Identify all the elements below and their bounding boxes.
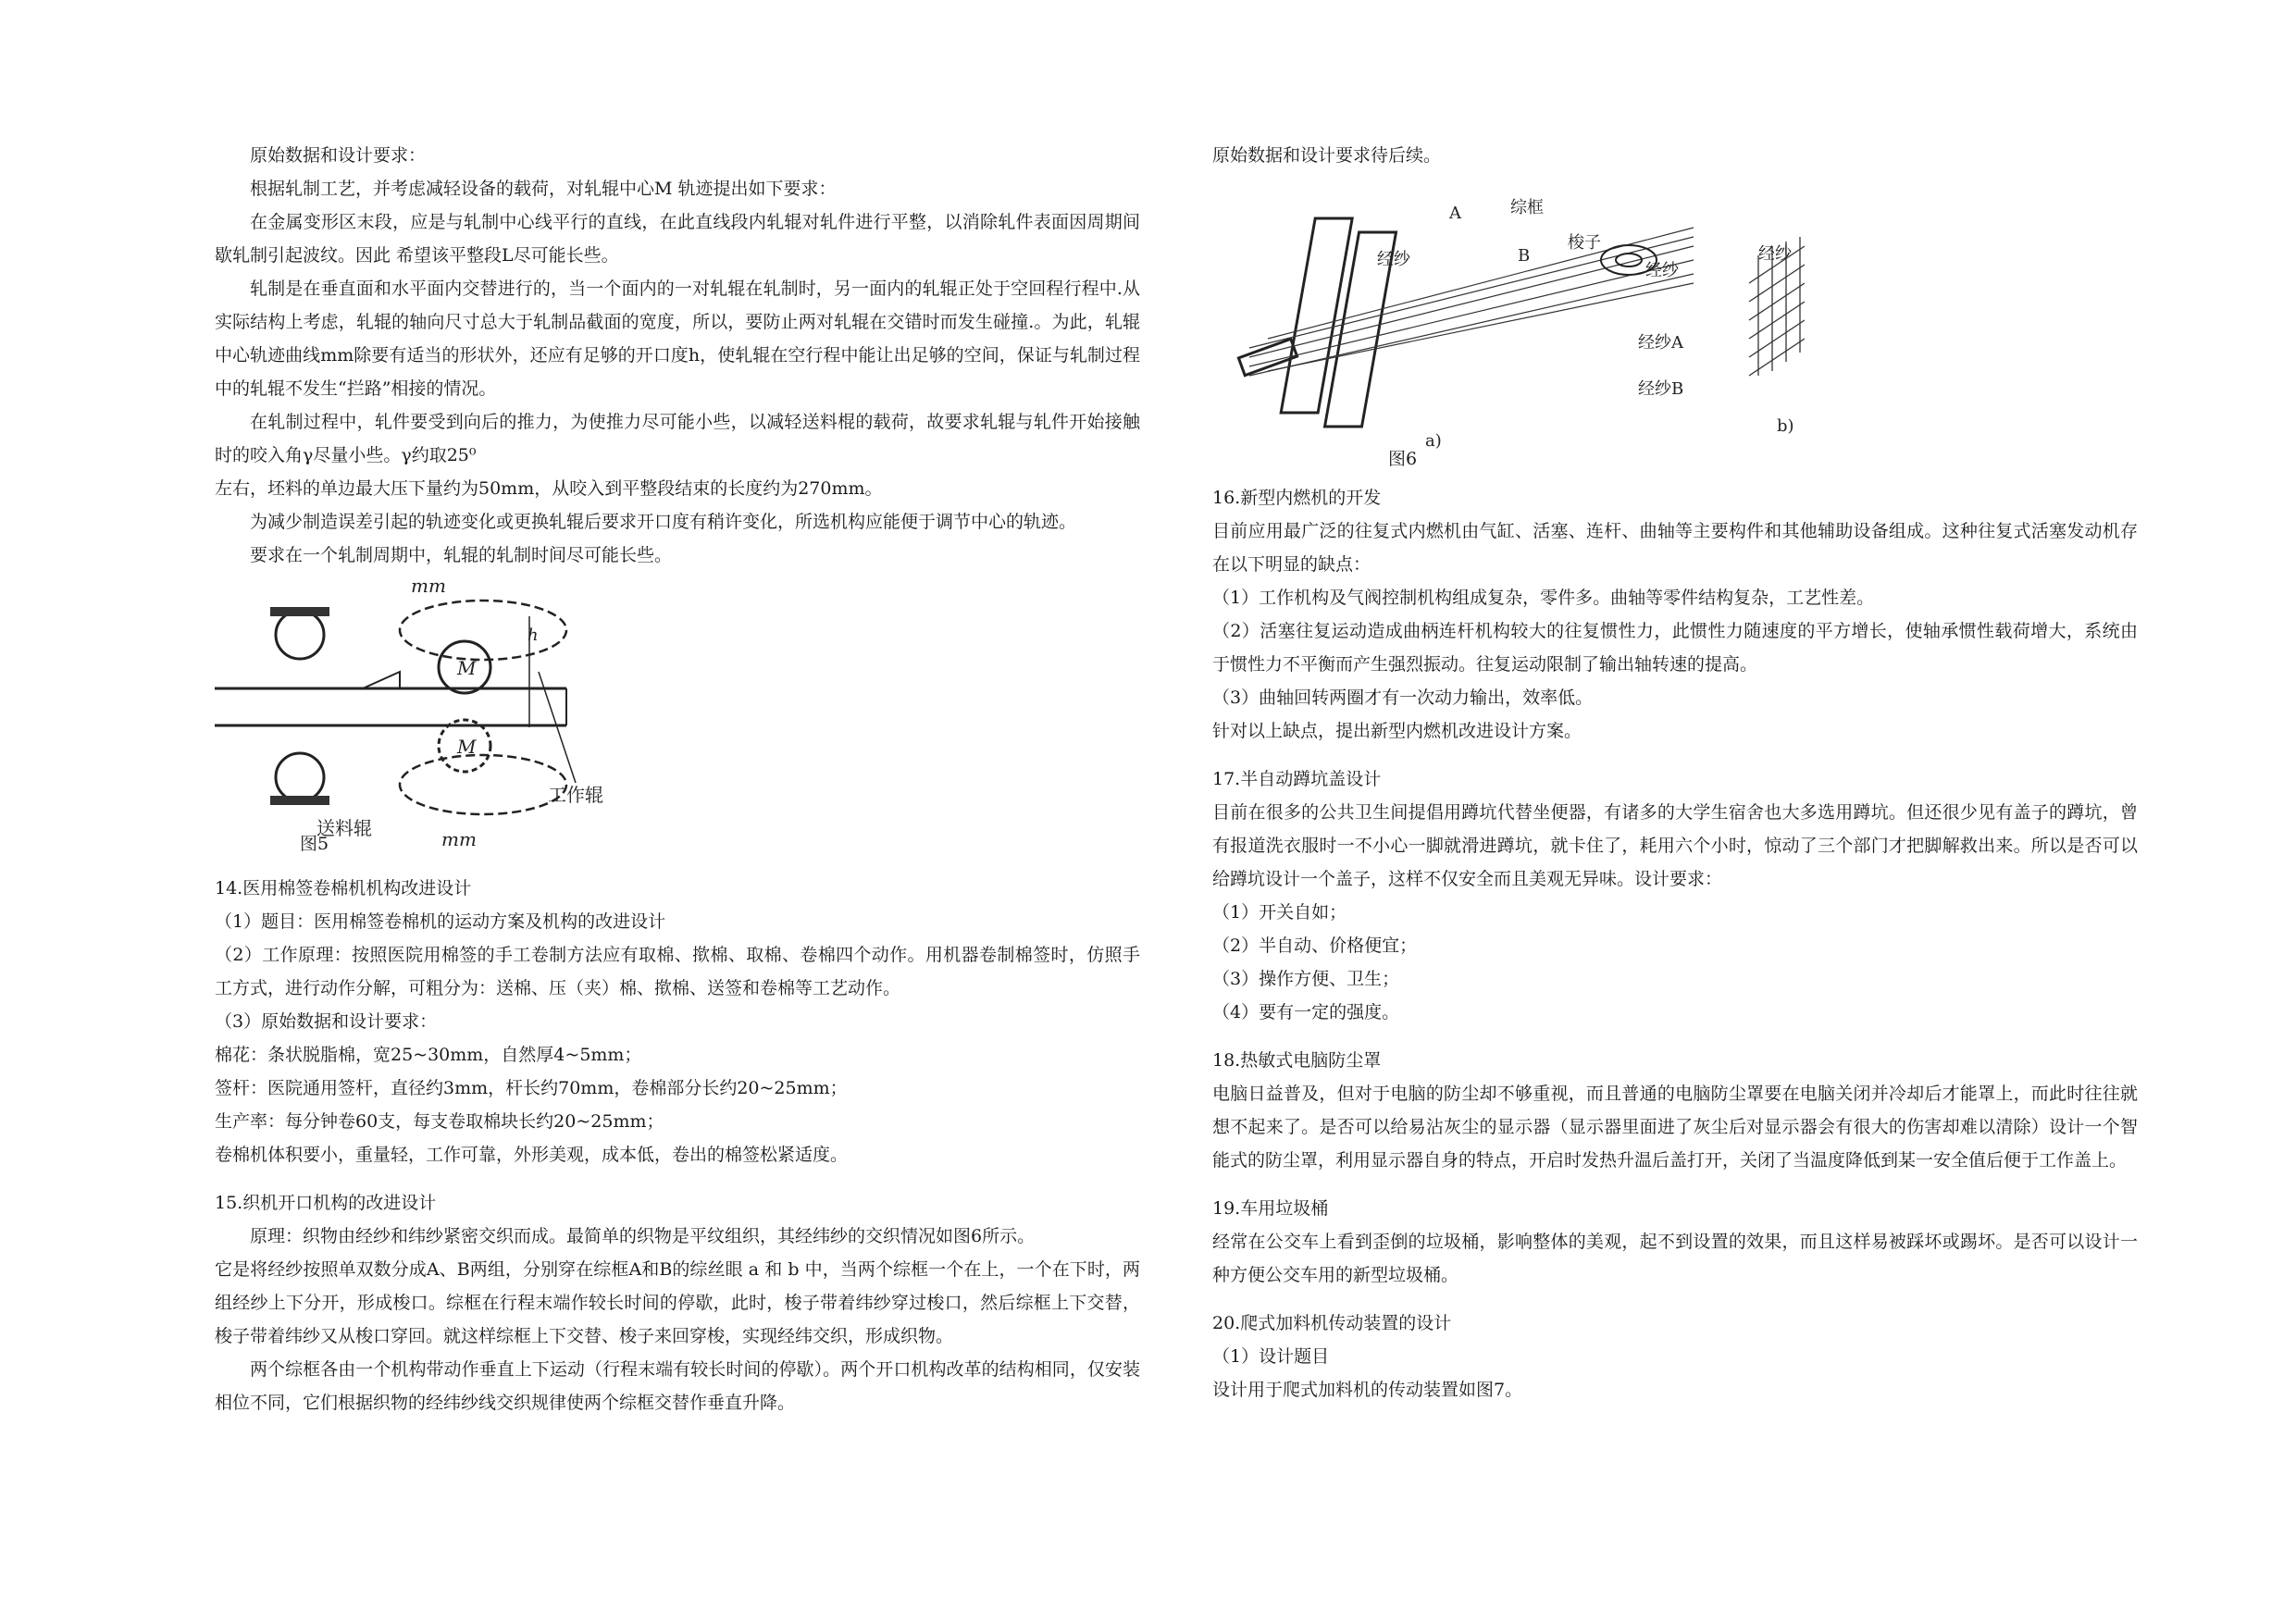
list-item: （1）设计题目 <box>1212 1346 1330 1367</box>
m-label-top: M <box>457 657 477 679</box>
section-title: 17.半自动蹲坑盖设计 <box>1212 769 1382 789</box>
label-warp: 经纱 <box>1758 244 1792 264</box>
paragraph: 在轧制过程中，轧件要受到向后的推力，为使推力尽可能小些，以减轻送料棍的载荷，故要求轧辊与轧件开始接触时的咬入角γ尽量小些。γ约取25⁰ <box>215 412 1140 465</box>
paragraph: 棉花：条状脱脂棉，宽25~30mm，自然厚4~5mm； <box>215 1045 642 1065</box>
work-roller-label: 工作辊 <box>548 784 603 806</box>
paragraph: 生产率：每分钟卷60支，每支卷取棉块长约20~25mm； <box>215 1111 664 1132</box>
list-item: （2）工作原理：按照医院用棉签的手工卷制方法应有取棉、揿棉、取棉、卷棉四个动作。用机器卷制棉签时，仿照手工方式，进行动作分解，可粗分为：送棉、压（夹）棉、揿棉、送签和卷棉等工艺动作。 <box>215 945 1140 998</box>
mm-label-top: mm <box>411 579 446 597</box>
label-warp-a: 经纱A <box>1638 333 1683 353</box>
section-title: 19.车用垃圾桶 <box>1212 1198 1329 1219</box>
paragraph: 要求在一个轧制周期中，轧辊的轧制时间尽可能长些。 <box>250 545 673 565</box>
paragraph: 根据轧制工艺，并考虑减轻设备的载荷，对轧辊中心M 轨迹提出如下要求： <box>250 179 837 199</box>
paragraph: 目前在很多的公共卫生间提倡用蹲坑代替坐便器，有诸多的大学生宿舍也大多选用蹲坑。但还很少见有盖子的蹲坑，曾有报道洗衣服时一不小心一脚就滑进蹲坑，就卡住了，耗用六个小时，惊动了三个部门才把脚解救出来。所以是否可以给蹲坑设计一个盖子，这样不仅安全而且美观无异味。设计要求： <box>1212 802 2138 889</box>
list-item: （4）要有一定的强度。 <box>1212 1002 1400 1022</box>
list-item: （3）原始数据和设计要求： <box>215 1011 438 1032</box>
left-column <box>215 139 1140 1419</box>
list-item: （1）开关自如； <box>1212 902 1347 923</box>
list-item: （2）半自动、价格便宜； <box>1212 935 1418 956</box>
paragraph: 原始数据和设计要求待后续。 <box>1212 145 1442 166</box>
paragraph: 在金属变形区末段，应是与轧制中心线平行的直线，在此直线段内轧辊对轧件进行平整，以消除轧件表面因周期间歇轧制引起波纹。因此 希望该平整段L尽可能长些。 <box>215 212 1140 266</box>
paragraph: 目前应用最广泛的往复式内燃机由气缸、活塞、连杆、曲轴等主要构件和其他辅助设备组成。这种往复式活塞发动机存在以下明显的缺点： <box>1212 521 2138 575</box>
section-title: 18.热敏式电脑防尘罩 <box>1212 1050 1382 1071</box>
paragraph: 为减少制造误差引起的轨迹变化或更换轧辊后要求开口度有稍许变化，所选机构应能便于调节中心的轨迹。 <box>250 512 1077 532</box>
paragraph: 原理：织物由经纱和纬纱紧密交织而成。最简单的织物是平纹组织，其经纬纱的交织情况如图6所示。 <box>250 1226 1036 1246</box>
list-item: （2）活塞往复运动造成曲柄连杆机构较大的往复惯性力，此惯性力随速度的平方增长，使轴承惯性载荷增大，系统由于惯性力不平衡而产生强烈振动。往复运动限制了输出轴转速的提高。 <box>1212 621 2138 675</box>
label-a: A <box>1449 204 1461 223</box>
figure-5 <box>215 579 1140 857</box>
list-item: （1）工作机构及气阀控制机构组成复杂，零件多。曲轴等零件结构复杂，工艺性差。 <box>1212 588 1875 608</box>
right-column <box>1212 139 2138 1406</box>
label-warp-b: 经纱B <box>1638 379 1684 399</box>
section-title: 16.新型内燃机的开发 <box>1212 488 1382 508</box>
label-heddle: 综框 <box>1510 198 1544 217</box>
label-shuttle: 梭子 <box>1568 233 1601 253</box>
loom-shedding-diagram <box>1212 172 1805 450</box>
paragraph: 两个综框各由一个机构带动作垂直上下运动（行程末端有较长时间的停歇）。两个开口机构改革的结构相同，仅安装相位不同，它们根据织物的经纬纱线交织规律使两个综框交替作垂直升降。 <box>215 1359 1140 1413</box>
m-label-bottom: M <box>457 736 477 758</box>
feed-roller-label: 送料辊 <box>316 817 372 839</box>
paragraph: 经常在公交车上看到歪倒的垃圾桶，影响整体的美观，起不到设置的效果，而且这样易被踩坏或踢坏。是否可以设计一种方便公交车用的新型垃圾桶。 <box>1212 1232 2138 1285</box>
section-title: 20.爬式加料机传动装置的设计 <box>1212 1313 1452 1333</box>
list-item: （1）题目：医用棉签卷棉机的运动方案及机构的改进设计 <box>215 911 666 932</box>
section-title: 14.医用棉签卷棉机机构改进设计 <box>215 878 472 898</box>
paragraph: 它是将经纱按照单双数分成A、B两组，分别穿在综框A和B的综丝眼 a 和 b 中，当两个综框一个在上，一个在下时，两组经纱上下分开，形成梭口。综框在行程末端作较长时间的停歇，此时，梭子带着纬纱穿过梭口，然后综框上下交替，梭子带着纬纱又从梭口穿回。就这样综框上下交替、梭子来回穿梭，实现经纬交织，形成织物。 <box>215 1259 1140 1346</box>
paragraph: 电脑日益普及，但对于电脑的防尘却不够重视，而且普通的电脑防尘罩要在电脑关闭并冷却后才能罩上，而此时往往就想不起来了。是否可以给易沾灰尘的显示器（显示器里面进了灰尘后对显示器会有很大的伤害却难以清除）设计一个智能式的防尘罩，利用显示器自身的特点，开启时发热升温后盖打开，关闭了当温度降低到某一安全值后便于工作盖上。 <box>1212 1084 2138 1171</box>
paragraph: 左右，坯料的单边最大压下量约为50mm，从咬入到平整段结束的长度约为270mm。 <box>215 478 883 499</box>
label-warp: 经纱 <box>1645 261 1679 280</box>
label-warp: 经纱 <box>1377 250 1410 269</box>
subfig-a: a) <box>1425 431 1442 450</box>
figure-caption: 图6 <box>1388 449 1418 469</box>
section-title: 15.织机开口机构的改进设计 <box>215 1193 437 1213</box>
paragraph: 原始数据和设计要求： <box>250 145 427 166</box>
paragraph: 卷棉机体积要小，重量轻，工作可靠，外形美观，成本低，卷出的棉签松紧适度。 <box>215 1145 849 1165</box>
figure-caption: 图5 <box>300 834 329 854</box>
mm-label-bottom: mm <box>441 828 477 850</box>
rolling-mill-diagram <box>215 579 640 857</box>
label-b: B <box>1518 246 1531 266</box>
list-item: （3）操作方便、卫生； <box>1212 969 1400 989</box>
paragraph: 签杆：医院通用签杆，直径约3mm，杆长约70mm，卷棉部分长约20~25mm； <box>215 1078 848 1098</box>
paragraph: 轧制是在垂直面和水平面内交替进行的，当一个面内的一对轧辊在轧制时，另一面内的轧辊正处于空回程行程中.从实际结构上考虑，轧辊的轴向尺寸总大于轧制品截面的宽度，所以，要防止两对轧辊在交错时而发生碰撞.。为此，轧辊中心轨迹曲线mm除要有适当的形状外，还应有足够的开口度h，使轧辊在空行程中能让出足够的空间，保证与轧制过程中的轧辊不发生“拦路”相接的情况。 <box>215 279 1140 399</box>
subfig-b: b) <box>1777 416 1794 436</box>
figure-6 <box>1212 172 2138 469</box>
paragraph: 设计用于爬式加料机的传动装置如图7。 <box>1212 1380 1523 1400</box>
paragraph: 针对以上缺点，提出新型内燃机改进设计方案。 <box>1212 721 1582 741</box>
h-label: h <box>527 626 539 645</box>
list-item: （3）曲轴回转两圈才有一次动力输出，效率低。 <box>1212 688 1594 708</box>
